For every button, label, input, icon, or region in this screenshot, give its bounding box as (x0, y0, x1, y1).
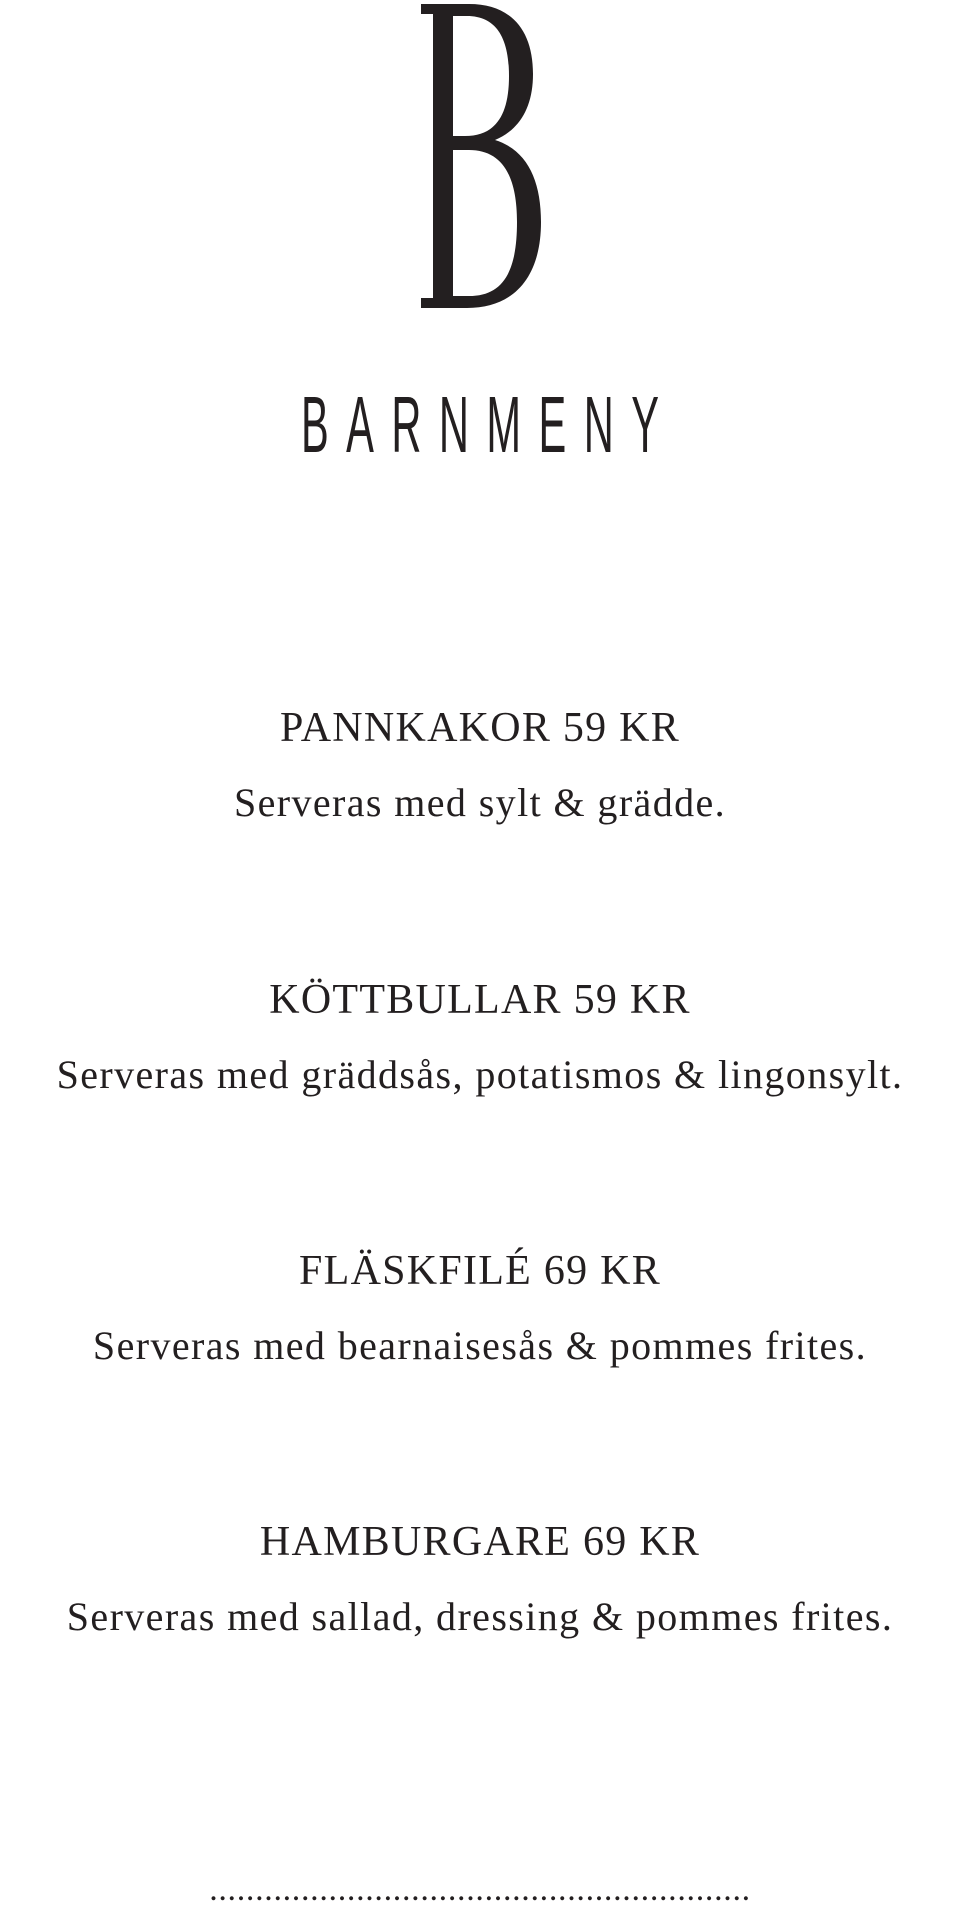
menu-item-name: PANNKAKOR 59 KR (279, 705, 681, 751)
menu-item-description: Serveras med bearnaisesås & pommes frites. (92, 1323, 868, 1368)
menu-item-name: FLÄSKFILÉ 69 KR (299, 1248, 661, 1294)
menu-item-hamburgare (0, 1516, 960, 1642)
menu-item-description: Serveras med gräddsås, potatismos & lingonsylt. (56, 1052, 904, 1097)
menu-item-pannkakor (0, 702, 960, 828)
menu-item-kottbullar (0, 974, 960, 1100)
menu-title: BARNMENY (300, 380, 677, 469)
menu-item-name: HAMBURGARE 69 KR (259, 1519, 701, 1565)
menu-item-name: KÖTTBULLAR 59 KR (269, 977, 691, 1023)
footer-dotted-line: ........................................................... (209, 1871, 751, 1908)
brand-logo (0, 0, 960, 320)
menu-item-flaskfile (0, 1245, 960, 1371)
menu-item-description: Serveras med sallad, dressing & pommes frites. (66, 1594, 894, 1639)
letter-b-logo-icon (415, 0, 545, 320)
menu-item-description: Serveras med sylt & grädde. (233, 780, 727, 825)
